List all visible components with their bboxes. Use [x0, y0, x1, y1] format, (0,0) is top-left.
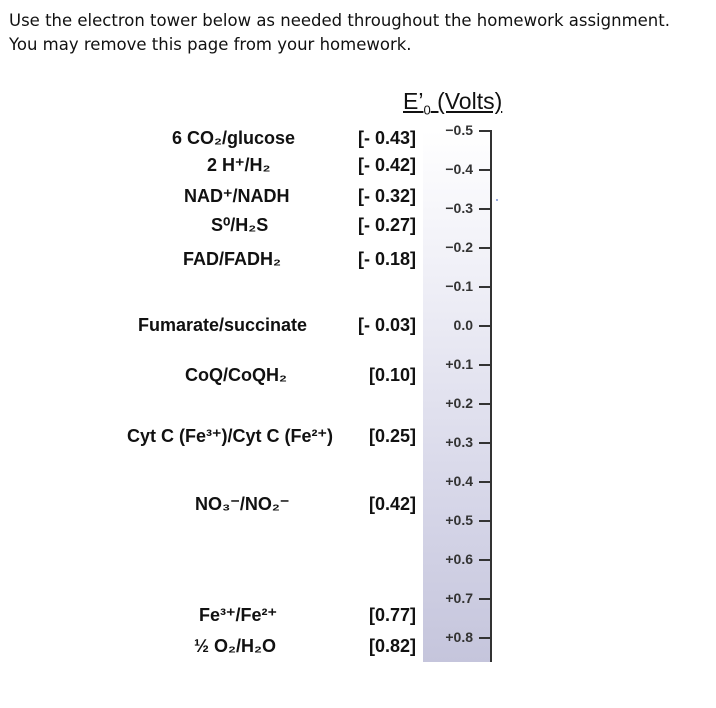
couple-value-h-h2: [- 0.42]	[357, 155, 416, 175]
tick-label: −0.5	[445, 122, 473, 138]
couple-value-fad-fadh2: [- 0.18]	[357, 249, 416, 269]
tick-label: −0.2	[445, 239, 473, 255]
tick-label: +0.2	[445, 395, 473, 411]
instruction-line-2: You may remove this page from your homework.	[9, 35, 412, 54]
tick-label: −0.1	[445, 278, 473, 294]
couple-label-o2-h2o: ½ O₂/H₂O	[194, 636, 277, 656]
tick-mark	[479, 520, 490, 522]
axis-line	[490, 130, 492, 662]
couple-value-s-h2s: [- 0.27]	[357, 215, 416, 235]
tick-label: −0.3	[445, 200, 473, 216]
couple-value-fumarate-succinate: [- 0.03]	[357, 315, 416, 335]
axis-title-subscript: 0	[423, 102, 431, 118]
tick-label: +0.7	[445, 590, 473, 606]
couple-label-cyt-c: Cyt C (Fe³⁺)/Cyt C (Fe²⁺)	[127, 426, 333, 446]
tick-mark	[479, 403, 490, 405]
tick-mark	[479, 169, 490, 171]
couple-value-nad-nadh: [- 0.32]	[357, 186, 416, 206]
couple-label-s-h2s: S⁰/H₂S	[211, 215, 269, 235]
stray-dot	[496, 199, 498, 201]
tick-mark	[479, 637, 490, 639]
tick-mark	[479, 364, 490, 366]
tick-mark	[479, 130, 490, 132]
tick-label: +0.5	[445, 512, 473, 528]
tick-label: 0.0	[453, 317, 473, 333]
couple-label-fumarate-succinate: Fumarate/succinate	[138, 315, 308, 335]
tick-label: −0.4	[445, 161, 473, 177]
tick-label: +0.6	[445, 551, 473, 567]
couple-label-h-h2: 2 H⁺/H₂	[207, 155, 271, 175]
couple-label-fad-fadh2: FAD/FADH₂	[183, 249, 281, 269]
axis-title-unit: (Volts)	[430, 88, 503, 114]
tick-label: +0.8	[445, 629, 473, 645]
couple-label-coq-coqh2: CoQ/CoQH₂	[185, 365, 287, 385]
tick-mark	[479, 442, 490, 444]
instruction-line-1: Use the electron tower below as needed throughout the homework assignment.	[9, 11, 670, 30]
tick-mark	[479, 286, 490, 288]
tick-mark	[479, 481, 490, 483]
axis-title-symbol: E’	[403, 88, 424, 114]
tick-label: +0.4	[445, 473, 473, 489]
couple-value-coq-coqh2: [0.10]	[368, 365, 416, 385]
axis-title	[403, 88, 502, 118]
tick-mark	[479, 247, 490, 249]
couple-label-no3-no2: NO₃⁻/NO₂⁻	[195, 494, 290, 514]
couple-value-fe3-fe2: [0.77]	[368, 605, 416, 625]
couple-label-co2-glucose: 6 CO₂/glucose	[172, 128, 296, 148]
instructions	[9, 9, 670, 57]
tick-label: +0.3	[445, 434, 473, 450]
couple-label-nad-nadh: NAD⁺/NADH	[184, 186, 290, 206]
tick-mark	[479, 325, 490, 327]
tick-mark	[479, 208, 490, 210]
couple-value-cyt-c: [0.25]	[368, 426, 416, 446]
tick-mark	[479, 598, 490, 600]
tick-mark	[479, 559, 490, 561]
couple-value-no3-no2: [0.42]	[368, 494, 416, 514]
tick-label: +0.1	[445, 356, 473, 372]
couple-value-o2-h2o: [0.82]	[368, 636, 416, 656]
couple-label-fe3-fe2: Fe³⁺/Fe²⁺	[199, 605, 278, 625]
couple-value-co2-glucose: [- 0.43]	[357, 128, 416, 148]
